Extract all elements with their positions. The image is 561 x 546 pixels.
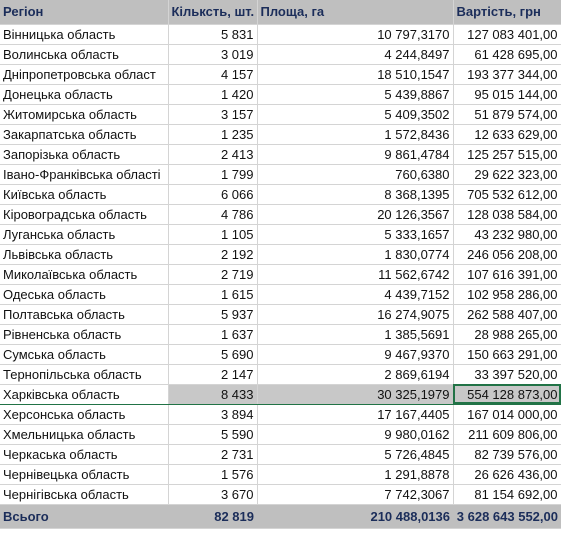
cell-region[interactable]: Сумська область bbox=[0, 344, 168, 364]
cell-region[interactable]: Житомирська область bbox=[0, 104, 168, 124]
cell-region[interactable]: Вінницька область bbox=[0, 24, 168, 44]
cell-area[interactable]: 7 742,3067 bbox=[257, 484, 453, 504]
total-count[interactable]: 82 819 bbox=[168, 504, 257, 528]
cell-count[interactable]: 2 147 bbox=[168, 364, 257, 384]
cell-count[interactable]: 2 719 bbox=[168, 264, 257, 284]
cell-region[interactable]: Волинська область bbox=[0, 44, 168, 64]
cell-count[interactable]: 8 433 bbox=[168, 384, 257, 404]
cell-value[interactable]: 705 532 612,00 bbox=[453, 184, 561, 204]
table-row[interactable] bbox=[0, 404, 561, 424]
table-row[interactable] bbox=[0, 204, 561, 224]
table-row[interactable] bbox=[0, 344, 561, 364]
cell-region[interactable]: Кіровоградська область bbox=[0, 204, 168, 224]
header-value[interactable]: Вартість, грн bbox=[453, 0, 561, 24]
cell-count[interactable]: 4 786 bbox=[168, 204, 257, 224]
cell-area[interactable]: 1 385,5691 bbox=[257, 324, 453, 344]
table-row[interactable] bbox=[0, 24, 561, 44]
table-row[interactable] bbox=[0, 484, 561, 504]
cell-value[interactable]: 12 633 629,00 bbox=[453, 124, 561, 144]
cell-area[interactable]: 18 510,1547 bbox=[257, 64, 453, 84]
table-row[interactable] bbox=[0, 324, 561, 344]
cell-value[interactable]: 95 015 144,00 bbox=[453, 84, 561, 104]
cell-area[interactable]: 4 439,7152 bbox=[257, 284, 453, 304]
total-row bbox=[0, 504, 561, 528]
cell-count[interactable]: 1 615 bbox=[168, 284, 257, 304]
cell-region[interactable]: Рівненська область bbox=[0, 324, 168, 344]
cell-count[interactable]: 3 670 bbox=[168, 484, 257, 504]
cell-region[interactable]: Черкаська область bbox=[0, 444, 168, 464]
cell-area[interactable]: 1 830,0774 bbox=[257, 244, 453, 264]
table-row[interactable] bbox=[0, 164, 561, 184]
cell-value[interactable]: 26 626 436,00 bbox=[453, 464, 561, 484]
cell-count[interactable]: 3 019 bbox=[168, 44, 257, 64]
table-row[interactable] bbox=[0, 304, 561, 324]
table-row[interactable] bbox=[0, 124, 561, 144]
cell-count[interactable]: 1 105 bbox=[168, 224, 257, 244]
cell-value[interactable]: 125 257 515,00 bbox=[453, 144, 561, 164]
cell-region[interactable]: Львівська область bbox=[0, 244, 168, 264]
table-row[interactable] bbox=[0, 284, 561, 304]
cell-count[interactable]: 1 637 bbox=[168, 324, 257, 344]
cell-value[interactable]: 29 622 323,00 bbox=[453, 164, 561, 184]
cell-area[interactable]: 5 409,3502 bbox=[257, 104, 453, 124]
cell-value[interactable]: 33 397 520,00 bbox=[453, 364, 561, 384]
cell-area[interactable]: 5 726,4845 bbox=[257, 444, 453, 464]
cell-region[interactable]: Одеська область bbox=[0, 284, 168, 304]
cell-value[interactable]: 127 083 401,00 bbox=[453, 24, 561, 44]
header-count[interactable]: Кільксть, шт. bbox=[168, 0, 257, 24]
table-row[interactable] bbox=[0, 464, 561, 484]
cell-area[interactable]: 5 439,8867 bbox=[257, 84, 453, 104]
cell-area[interactable]: 16 274,9075 bbox=[257, 304, 453, 324]
cell-area[interactable]: 9 467,9370 bbox=[257, 344, 453, 364]
cell-count[interactable]: 1 576 bbox=[168, 464, 257, 484]
cell-value[interactable]: 43 232 980,00 bbox=[453, 224, 561, 244]
cell-region[interactable]: Херсонська область bbox=[0, 404, 168, 424]
table-row[interactable] bbox=[0, 184, 561, 204]
table-row[interactable] bbox=[0, 384, 561, 404]
cell-region[interactable]: Київська область bbox=[0, 184, 168, 204]
cell-region[interactable]: Хмельницька область bbox=[0, 424, 168, 444]
cell-region[interactable]: Чернівецька область bbox=[0, 464, 168, 484]
table-row[interactable] bbox=[0, 84, 561, 104]
header-region[interactable]: Регіон bbox=[0, 0, 168, 24]
table-row[interactable] bbox=[0, 64, 561, 84]
header-row bbox=[0, 0, 561, 24]
table-row[interactable] bbox=[0, 364, 561, 384]
cell-count[interactable]: 2 413 bbox=[168, 144, 257, 164]
cell-region[interactable]: Дніпропетровська област bbox=[0, 64, 168, 84]
cell-count[interactable]: 5 590 bbox=[168, 424, 257, 444]
cell-value[interactable]: 82 739 576,00 bbox=[453, 444, 561, 464]
cell-value[interactable]: 102 958 286,00 bbox=[453, 284, 561, 304]
table-row[interactable] bbox=[0, 224, 561, 244]
cell-value[interactable]: 246 056 208,00 bbox=[453, 244, 561, 264]
table-row[interactable] bbox=[0, 264, 561, 284]
total-area[interactable]: 210 488,0136 bbox=[257, 504, 453, 528]
cell-region[interactable]: Запорізька область bbox=[0, 144, 168, 164]
cell-area[interactable]: 9 980,0162 bbox=[257, 424, 453, 444]
cell-area[interactable]: 10 797,3170 bbox=[257, 24, 453, 44]
total-label[interactable]: Всього bbox=[0, 504, 168, 528]
cell-value[interactable]: 61 428 695,00 bbox=[453, 44, 561, 64]
cell-region[interactable]: Тернопільська область bbox=[0, 364, 168, 384]
cell-area[interactable]: 30 325,1979 bbox=[257, 384, 453, 404]
cell-region[interactable]: Миколаївська область bbox=[0, 264, 168, 284]
cell-region[interactable]: Івано-Франківська області bbox=[0, 164, 168, 184]
cell-value[interactable]: 193 377 344,00 bbox=[453, 64, 561, 84]
cell-region[interactable]: Полтавська область bbox=[0, 304, 168, 324]
cell-value[interactable]: 262 588 407,00 bbox=[453, 304, 561, 324]
total-value[interactable]: 3 628 643 552,00 bbox=[453, 504, 561, 528]
cell-count[interactable]: 4 157 bbox=[168, 64, 257, 84]
cell-count[interactable]: 1 799 bbox=[168, 164, 257, 184]
cell-value[interactable]: 128 038 584,00 bbox=[453, 204, 561, 224]
cell-count[interactable]: 2 731 bbox=[168, 444, 257, 464]
cell-value[interactable]: 150 663 291,00 bbox=[453, 344, 561, 364]
table-row[interactable] bbox=[0, 444, 561, 464]
cell-count[interactable]: 5 831 bbox=[168, 24, 257, 44]
cell-region[interactable]: Луганська область bbox=[0, 224, 168, 244]
cell-value[interactable]: 167 014 000,00 bbox=[453, 404, 561, 424]
cell-area[interactable]: 1 572,8436 bbox=[257, 124, 453, 144]
cell-count[interactable]: 5 690 bbox=[168, 344, 257, 364]
cell-region[interactable]: Чернігівська область bbox=[0, 484, 168, 504]
cell-count[interactable]: 3 157 bbox=[168, 104, 257, 124]
cell-region[interactable]: Донецька область bbox=[0, 84, 168, 104]
table-row[interactable] bbox=[0, 144, 561, 164]
table-row[interactable] bbox=[0, 44, 561, 64]
cell-value[interactable]: 81 154 692,00 bbox=[453, 484, 561, 504]
cell-area[interactable]: 1 291,8878 bbox=[257, 464, 453, 484]
table-row[interactable] bbox=[0, 424, 561, 444]
cell-area[interactable]: 8 368,1395 bbox=[257, 184, 453, 204]
cell-count[interactable]: 3 894 bbox=[168, 404, 257, 424]
cell-area[interactable]: 4 244,8497 bbox=[257, 44, 453, 64]
header-area[interactable]: Площа, га bbox=[257, 0, 453, 24]
cell-count[interactable]: 2 192 bbox=[168, 244, 257, 264]
cell-value[interactable]: 107 616 391,00 bbox=[453, 264, 561, 284]
cell-count[interactable]: 1 420 bbox=[168, 84, 257, 104]
cell-value[interactable]: 51 879 574,00 bbox=[453, 104, 561, 124]
cell-area[interactable]: 760,6380 bbox=[257, 164, 453, 184]
cell-count[interactable]: 6 066 bbox=[168, 184, 257, 204]
cell-area[interactable]: 20 126,3567 bbox=[257, 204, 453, 224]
cell-value[interactable]: 211 609 806,00 bbox=[453, 424, 561, 444]
cell-count[interactable]: 5 937 bbox=[168, 304, 257, 324]
cell-value[interactable]: 28 988 265,00 bbox=[453, 324, 561, 344]
cell-area[interactable]: 5 333,1657 bbox=[257, 224, 453, 244]
cell-area[interactable]: 17 167,4405 bbox=[257, 404, 453, 424]
cell-count[interactable]: 1 235 bbox=[168, 124, 257, 144]
table-row[interactable] bbox=[0, 104, 561, 124]
cell-area[interactable]: 11 562,6742 bbox=[257, 264, 453, 284]
cell-region[interactable]: Харківська область bbox=[0, 384, 168, 404]
table-row[interactable] bbox=[0, 244, 561, 264]
cell-value[interactable]: 554 128 873,00 bbox=[453, 384, 561, 404]
cell-area[interactable]: 9 861,4784 bbox=[257, 144, 453, 164]
cell-area[interactable]: 2 869,6194 bbox=[257, 364, 453, 384]
cell-region[interactable]: Закарпатська область bbox=[0, 124, 168, 144]
